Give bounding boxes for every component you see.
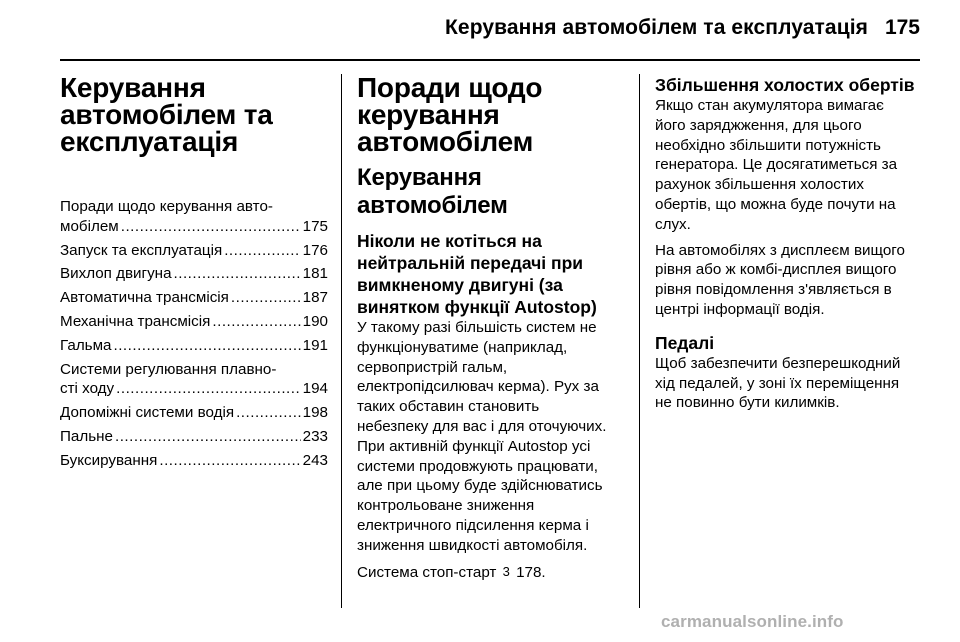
- toc-entry-label: Гальма: [60, 336, 112, 354]
- running-header-title: Керування автомобілем та експлуатація: [445, 16, 868, 39]
- toc-entry-first-line: Системи регулювання плавно-: [60, 360, 277, 378]
- toc-entry-label: мобілем: [60, 217, 119, 235]
- page-header: [0, 8, 960, 48]
- header-rule: [60, 59, 920, 61]
- cross-reference: [357, 562, 627, 583]
- section-column: [357, 74, 627, 582]
- toc-leader-dots: [121, 217, 301, 237]
- toc-entry[interactable]: [60, 312, 328, 332]
- pedals-body: Щоб забезпечити безперешкодний хід педалей, у зоні їх переміщення не повинно бути килимків.: [655, 354, 901, 412]
- cross-reference-page: 178.: [516, 563, 546, 581]
- info-column: [655, 74, 925, 413]
- pedals-heading: Педалі: [655, 332, 715, 353]
- page-reference-icon: 3: [502, 563, 510, 579]
- toc-leader-dots: [236, 403, 301, 423]
- chapter-title: Керування автомобілем та експлуатація: [60, 72, 273, 157]
- toc-entry-label: сті ходу: [60, 380, 115, 398]
- toc-entry-first-line: Поради щодо керування авто-: [60, 198, 273, 215]
- toc-entry-page: 198: [302, 404, 328, 422]
- toc-leader-dots: [115, 427, 301, 447]
- toc-leader-dots: [224, 241, 300, 261]
- toc-entry-page: 190: [302, 312, 328, 330]
- section-subtitle: Керування автомобілем: [357, 164, 508, 219]
- chapter-toc: [60, 197, 328, 471]
- toc-entry-page: 191: [302, 336, 328, 354]
- toc-entry[interactable]: [60, 451, 328, 471]
- toc-entry-page: 243: [302, 451, 328, 469]
- toc-entry[interactable]: [60, 336, 328, 356]
- watermark: carmanualsonline.info: [661, 612, 844, 631]
- page-number: 175: [884, 16, 920, 39]
- toc-entry-label: Буксирування: [60, 451, 158, 469]
- toc-leader-dots: [159, 451, 300, 471]
- toc-entry-label: Допоміжні системи водія: [60, 404, 235, 422]
- toc-entry-label: Пальне: [60, 427, 113, 445]
- toc-entry[interactable]: [60, 288, 328, 308]
- toc-entry[interactable]: [60, 197, 328, 237]
- toc-leader-dots: [231, 288, 301, 308]
- toc-entry-page: 233: [302, 427, 328, 445]
- toc-leader-dots: [113, 336, 300, 356]
- toc-entry[interactable]: [60, 403, 328, 423]
- toc-leader-dots: [212, 312, 300, 332]
- toc-entry-page: 175: [302, 217, 328, 235]
- column-divider-left: [341, 74, 342, 608]
- toc-entry[interactable]: [60, 360, 328, 400]
- chapter-column: [60, 74, 328, 475]
- toc-entry-page: 181: [302, 265, 328, 283]
- idle-speed-heading: Збільшення холостих обертів: [655, 75, 915, 95]
- toc-entry-page: 187: [302, 289, 328, 307]
- toc-entry[interactable]: [60, 427, 328, 447]
- toc-leader-dots: [174, 264, 301, 284]
- toc-entry[interactable]: [60, 264, 328, 284]
- toc-entry-label: Автоматична трансмісія: [60, 289, 229, 307]
- toc-entry-label: Вихлоп двигуна: [60, 265, 172, 283]
- toc-entry[interactable]: [60, 241, 328, 261]
- toc-leader-dots: [116, 379, 301, 399]
- idle-speed-body: Якщо стан акумулятора вимагає його заряджження, для цього необхідно збільшити потужність генератора. Це досягатиметься за рахунок збільшення холостих обертів, що можна буде почути на слух.: [655, 97, 898, 233]
- warning-body-text: У такому разі більшість систем не функціонуватиме (наприклад, сервопристрій гальм, електропідсилювач керма). Рух за таких обставин становить небезпеку для вас і для оточуючих. При активній функції Autostop усі системи продовжують працювати, але при цьому буде здійснюватись контрольоване зниження електричного підсилення керма і зниження швидкості автомобіля.: [357, 319, 607, 554]
- idle-speed-display-note: На автомобілях з дисплеєм вищого рівня або ж комбі-дисплея вищого рівня повідомлення з'являється в центрі інформації водія.: [655, 241, 905, 318]
- section-title: Поради щодо керування автомобілем: [357, 72, 543, 157]
- toc-entry-label: Запуск та експлуатація: [60, 241, 223, 259]
- toc-entry-page: 176: [302, 241, 328, 259]
- toc-entry-page: 194: [302, 380, 328, 398]
- cross-reference-label: Система стоп-старт: [357, 563, 497, 581]
- toc-entry-label: Механічна трансмісія: [60, 312, 211, 330]
- column-divider-right: [639, 74, 640, 608]
- warning-heading: Ніколи не котіться на нейтральній передачі при вимкненому двигуні (за винятком функції Autostop): [357, 231, 597, 317]
